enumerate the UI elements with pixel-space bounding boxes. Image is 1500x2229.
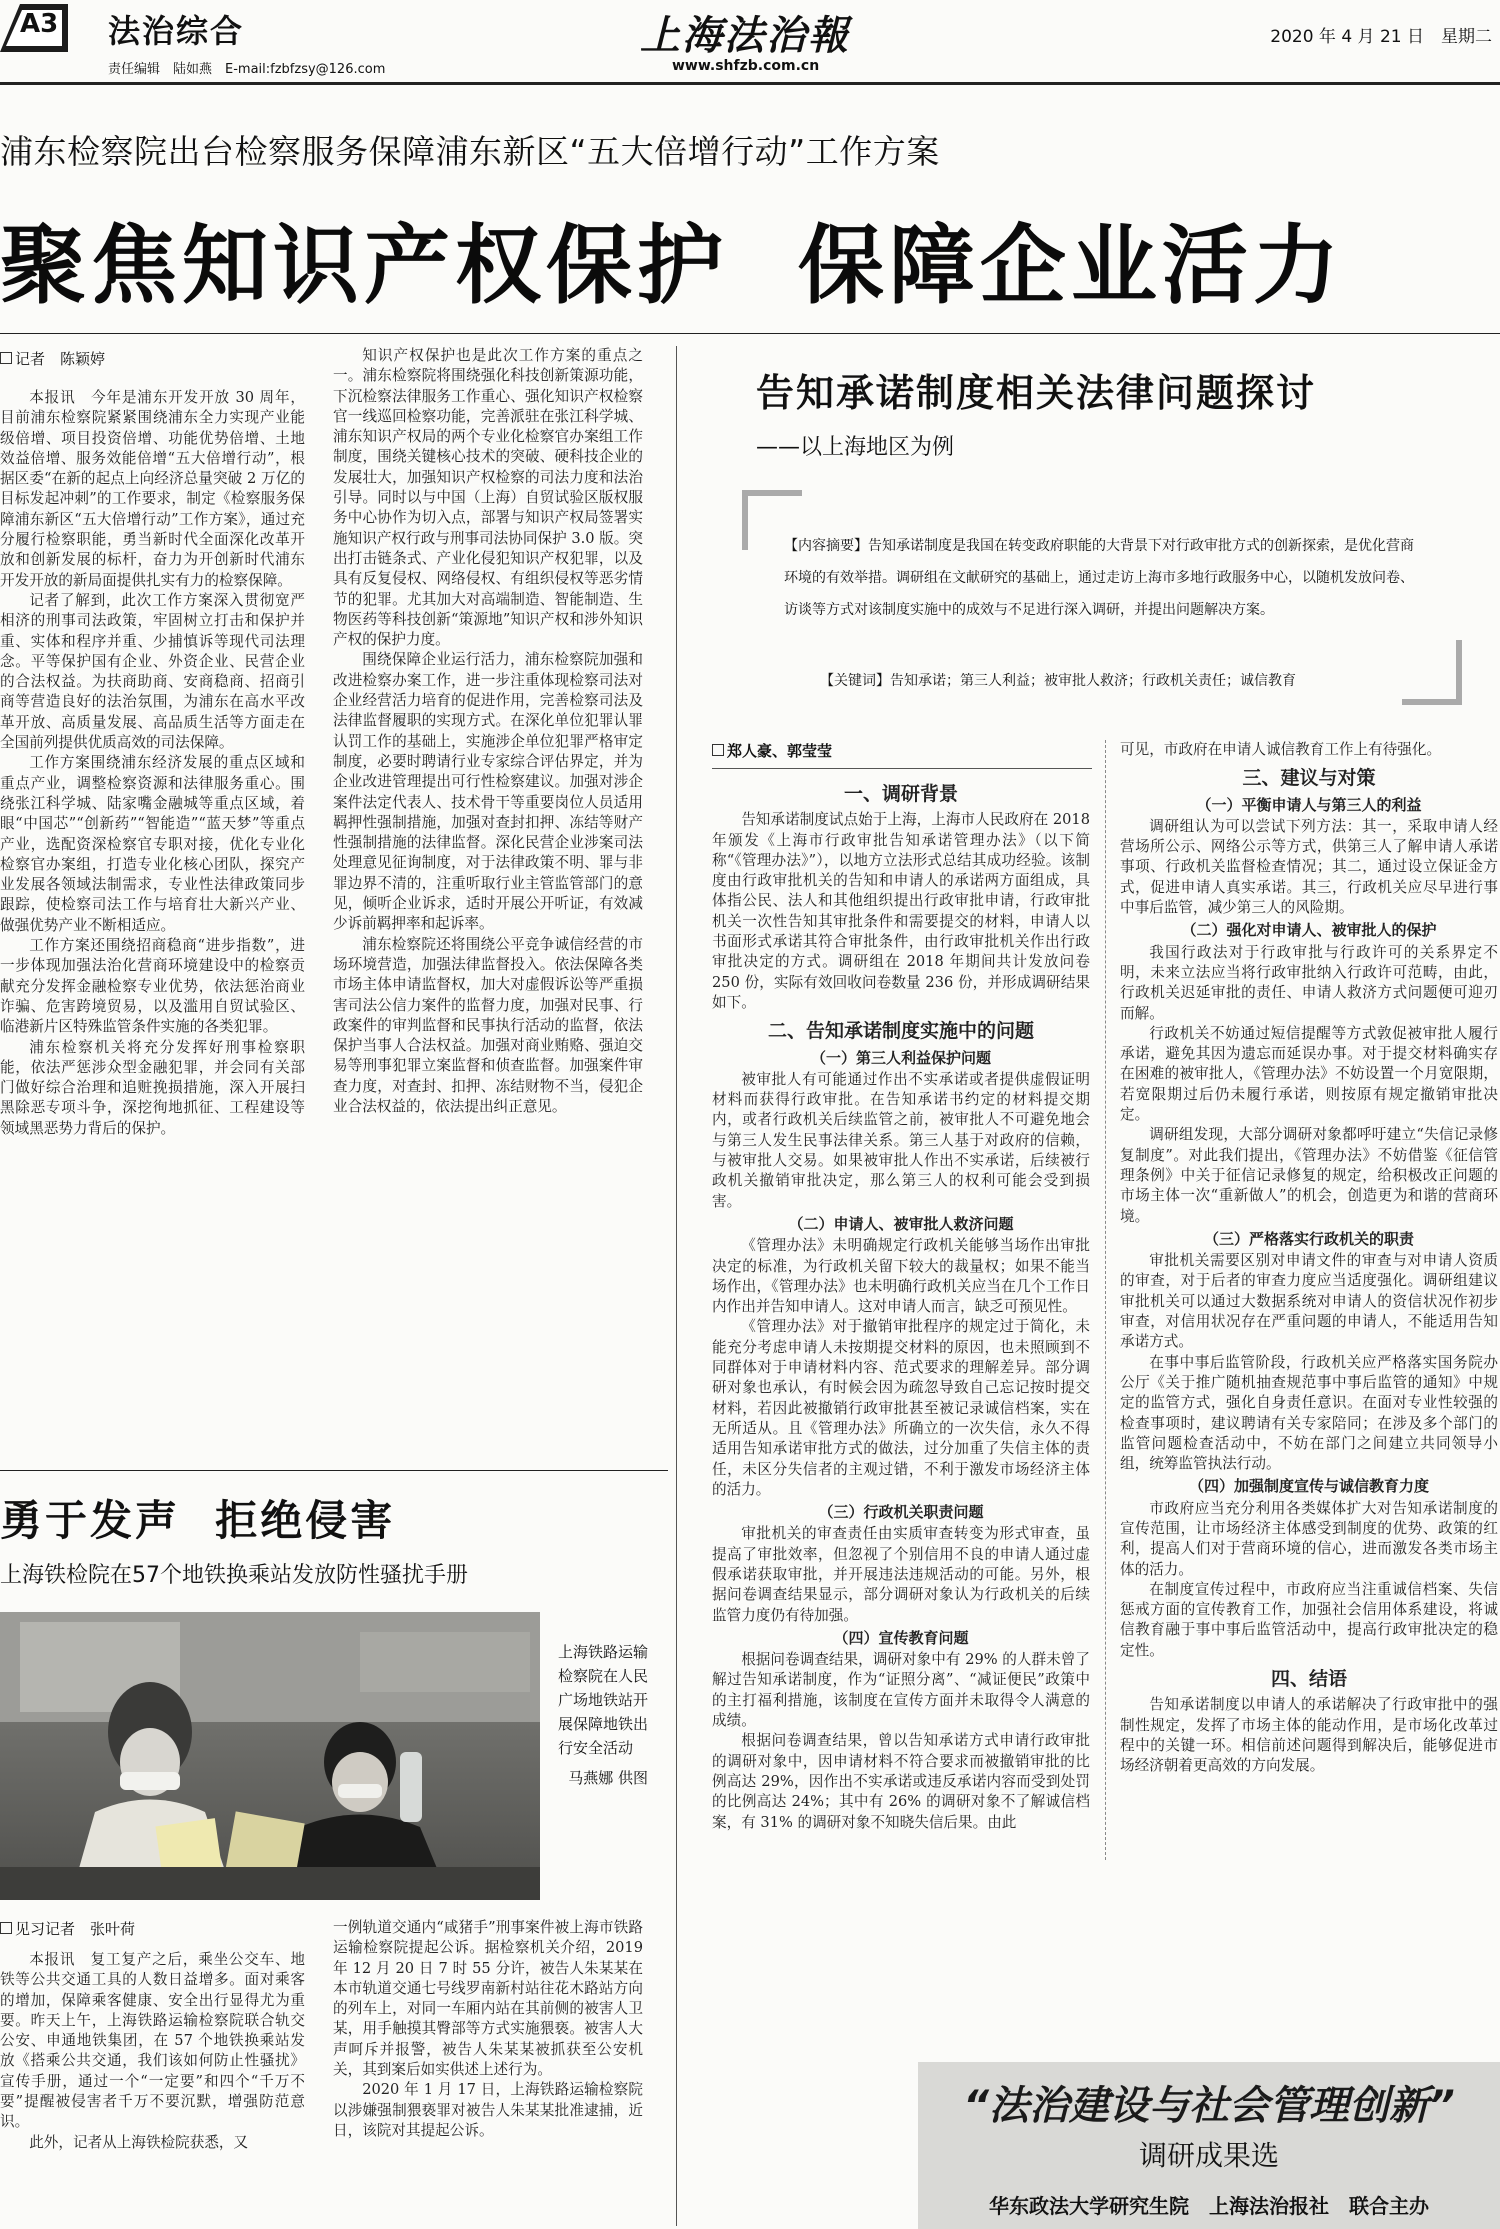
article2-col1 — [0, 1950, 305, 2153]
paragraph: 审批机关的审查责任由实质审查转变为形式审查，虽提高了审批效率，但忽视了个别信用不良的申请人通过虚假承诺获取审批，并开展违法违规活动的可能。另外，根据问卷调查结果显示，部分调研对象认为行政机关的后续监管力度仍有待加强。 — [712, 1525, 1090, 1624]
paragraph: 根据问卷调查结果，曾以告知承诺方式申请行政审批的调研对象中，因申请材料不符合要求而被撤销审批的比例高达 29%，因作出不实承诺或违反承诺内容而受到处罚的比例高达 24%；其中有 26% 的调研对象不了解诚信档案，有 31% 的调研对象不知晓失信后果。由此 — [712, 1732, 1090, 1831]
paragraph: 《管理办法》对于撤销审批程序的规定过于简化，未能充分考虑申请人未按期提交材料的原因，也未照顾到不同群体对于申请材料内容、范式要求的理解差异。部分调研对象也承认，有时候会因为疏忽导致自己忘记按时提交材料，若因此被撤销行政审批甚至被记录诚信档案，实在无所适从。且《管理办法》所确立的一次失信，永久不得适用告知承诺审批方式的做法，过分加重了失信主体的责任，未区分失信者的主观过错，不利于激发市场经济主体的活力。 — [712, 1318, 1090, 1498]
subsection-heading: （一）第三人利益保护问题 — [810, 1048, 991, 1067]
page-number: A3 — [20, 9, 59, 39]
abstract-label: 【内容摘要】 — [784, 538, 868, 554]
paragraph: 本报讯 今年是浦东开发开放 30 周年，目前浦东检察院紧紧围绕浦东全力实现产业能级倍增、项目投资倍增、功能优势倍增、土地效益倍增、服务效能倍增“五大倍增行动”，根据区委“在新的起点上向经济总量突破 2 万亿的目标发起冲刺”的工作要求，制定《检察服务保障浦东新区“五大倍增行动”工作方案》，通过充分履行检察职能，勇当新时代全面深化改革开放和创新发展的标杆，奋力为开创新时代浦东开发开放的新局面提供扎实有力的检察保障。 — [0, 389, 305, 589]
article1-col1 — [0, 388, 305, 1139]
subsection-heading: （一）平衡申请人与第三人的利益 — [1196, 795, 1422, 814]
paragraph: 调研组认为可以尝试下列方法：其一，采取申请人经营场所公示、网络公示等方式，供第三人了解申请人承诺事项、行政机关监督检查情况；其二，通过设立保证金方式，促进申请人真实承诺。其三，行政机关应尽早进行事中事后监管，减少第三人的风险期。 — [1120, 817, 1498, 917]
website: www.shfzb.com.cn — [672, 58, 820, 74]
keywords-text: 告知承诺；第三人利益；被审批人救济；行政机关责任；诚信教育 — [890, 673, 1296, 689]
keywords-label: 【关键词】 — [820, 673, 890, 689]
article2-byline-text: 见习记者 张叶荷 — [15, 1920, 136, 1938]
paragraph: 浦东检察机关将充分发挥好刑事检察职能，依法严惩涉众型金融犯罪，并会同有关部门做好综合治理和追赃挽损措施，深入开展扫黑除恶专项斗争，深挖徇地抓征、工程建设等领域黑恶势力背后的保护。 — [0, 1038, 305, 1137]
banner-organizers: 华东政法大学研究生院 上海法治报社 联合主办 — [989, 2194, 1429, 2218]
subsection-heading: （二）强化对申请人、被审批人的保护 — [1181, 921, 1437, 940]
article2-subhead: 上海铁检院在57个地铁换乘站发放防性骚扰手册 — [0, 1563, 468, 1588]
paragraph: 本报讯 复工复产之后，乘坐公交车、地铁等公共交通工具的人数日益增多。面对乘客的增加，保障乘客健康、安全出行显得尤为重要。昨天上午，上海铁路运输检察院联合轨交公安、申通地铁集团，在 57 个地铁换乘站发放《搭乘公共交通，我们该如何防止性骚扰》宣传手册，通过一个“一定要”和四个“千万不要”提醒被侵害者千万不要沉默，增强防范意识。 — [0, 1951, 305, 2131]
subsection-heading: （三）严格落实行政机关的职责 — [1203, 1229, 1414, 1248]
masthead: 上海法治報 — [640, 12, 850, 59]
abstract-text — [784, 530, 1424, 626]
paragraph: 工作方案还围绕招商稳商“进步指数”，进一步体现加强法治化营商环境建设中的检察贡献充分发挥金融检察专业优势，依法惩治商业诈骗、危害跨境贸易，以及滥用自贸试验区、临港新片区特殊监管条件实施的各类犯罪。 — [0, 937, 305, 1036]
keywords-line — [820, 670, 1440, 690]
section-heading: 四、结语 — [1270, 1668, 1347, 1691]
article3-headline: 告知承诺制度相关法律问题探讨 — [756, 371, 1317, 415]
banner-subtitle: 调研成果选 — [1138, 2139, 1279, 2172]
banner-title: “法治建设与社会管理创新” — [963, 2083, 1455, 2129]
page-number-badge — [0, 0, 70, 52]
paragraph: 在事中事后监管阶段，行政机关应严格落实国务院办公厅《关于推广随机抽查规范事中事后监管的通知》中规定的监管方式，强化自身责任意识。在面对专业性较强的检查事项时，建议聘请有关专家陪同；在涉及多个部门的监管问题检查活动中，不妨在部门之间建立共同领导小组，统筹监管执法行动。 — [1120, 1353, 1498, 1473]
article1-kicker: 浦东检察院出台检察服务保障浦东新区“五大倍增行动”工作方案 — [0, 132, 940, 171]
editor-line: 责任编辑 陆如燕 E-mail:fzbfzsy@126.com — [108, 62, 386, 77]
paragraph: 市政府应当充分利用各类媒体扩大对告知承诺制度的宣传范围，让市场经济主体感受到制度的优势、政策的红利，提高人们对于营商环境的信心，进而激发各类市场主体的活力。 — [1120, 1499, 1498, 1578]
paragraph: 审批机关需要区别对申请文件的审查与对申请人资质的审查，对于后者的审查力度应当适度强化。调研组建议审批机关可以通过大数据系统对申请人的资信状况作初步审查，对信用状况存在严重问题的申请人，不能适用告知承诺方式。 — [1120, 1252, 1498, 1351]
column-divider — [1105, 740, 1106, 1860]
article1-col2 — [333, 346, 643, 1117]
article-separator — [0, 1470, 668, 1471]
paragraph: 围绕保障企业运行活力，浦东检察院加强和改进检察办案工作，进一步注重体现检察司法对企业经营活力培育的促进作用，完善检察司法及法律监督履职的实现方式。在深化单位犯罪认罪认罚工作的基础上，实施涉企单位犯罪严格审定制度，必要时聘请行业专家综合评估界定，并为企业改进管理提出可行性检察建议。加强对涉企案件法定代表人、技术骨干等重要岗位人员适用羁押性强制措施，加强对查封扣押、冻结等财产性强制措施的法律监督。深化民营企业涉案司法处理意见征询制度，对于法律政策不明、罪与非罪边界不清的，注重听取行业主管监管部门的意见，倾听企业诉求，适时开展公开听证，有效减少诉前羁押率和起诉率。 — [333, 651, 643, 933]
paragraph: 《管理办法》未明确规定行政机关能够当场作出审批决定的标准，为行政机关留下较大的裁量权；如果不能当场作出，《管理办法》也未明确行政机关应当在几个工作日内作出并告知申请人。这对申请人而言，缺乏可预见性。 — [712, 1237, 1090, 1316]
subsection-heading: （二）申请人、被审批人救济问题 — [788, 1214, 1014, 1233]
issue-date: 2020 年 4 月 21 日 星期二 — [1270, 27, 1492, 47]
photo-caption — [558, 1640, 648, 1790]
section-heading: 一、调研背景 — [843, 783, 958, 805]
paragraph: 告知承诺制度试点始于上海，上海市人民政府在 2018 年颁发《上海市行政审批告知承诺管理办法》（以下简称“《管理办法》”），以地方立法形式总结其成功经验。该制度由行政审批机关的告知和申请人的承诺两方面组成，具体指公民、法人和其他组织提出行政审批申请，行政审批机关一次性告知其审批条件和需要提交的材料，申请人以书面形式承诺其符合审批条件，由行政审批机关作出行政审批决定的方式。调研组在 2018 年期间共计发放问卷 250 份，实际有效回收问卷数量 236 份，并形成调研结果如下。 — [712, 811, 1090, 1011]
paragraph: 知识产权保护也是此次工作方案的重点之一。浦东检察院将围绕强化科技创新策源功能，下沉检察法律服务工作重心、强化知识产权检察官一线巡回检察功能，完善派驻在张江科学城、浦东知识产权局的两个专业化检察官办案组工作制度，围绕关键核心技术的突破、硬科技企业的发展壮大，加强知识产权检察的司法力度和法治引导。同时以与中国（上海）自贸试验区版权服务中心协作为切入点，部署与知识产权局签署实施知识产权行政与刑事司法协同保护 3.0 版。突出打击链条式、产业化侵犯知识产权犯罪，以及具有反复侵权、网络侵权、有组织侵权等恶劣情节的犯罪。尤其加大对高端制造、智能制造、生物医药等科技创新“策源地”知识产权和涉外知识产权的保护力度。 — [333, 347, 643, 649]
paragraph: 工作方案围绕浦东经济发展的重点区域和重点产业，调整检察资源和法律服务重心。围绕张江科学城、陆家嘴金融城等重点区域，着眼“中国芯”“创新药”“智能造”“蓝天梦”等重点产业，选配资深检察官专职对接，优化专业化检察官办案组，打造专业化核心团队，探究产业发展各领域法制需求，专业性法律政策同步跟踪，使检察司法工作与培育壮大新兴产业、做强优势产业不断相适应。 — [0, 754, 305, 934]
article3-col2 — [1120, 740, 1498, 1777]
article3-rule — [712, 768, 1092, 769]
photo-credit: 马燕娜 供图 — [568, 1769, 648, 1787]
subsection-heading: （四）宣传教育问题 — [833, 1628, 969, 1647]
paragraph: 此外，记者从上海铁检院获悉，又 — [29, 2133, 249, 2151]
series-banner — [918, 2062, 1500, 2229]
byline-box-icon — [0, 352, 12, 364]
abstract-body: 告知承诺制度是我国在转变政府职能的大背景下对行政审批方式的创新探索，是优化营商环境的有效举措。调研组在文献研究的基础上，通过走访上海市多地行政服务中心，以随机发放问卷、访谈等方式对该制度实施中的成效与不足进行深入调研，并提出问题解决方案。 — [784, 538, 1414, 618]
article2-headline: 勇于发声 拒绝侵害 — [0, 1496, 396, 1545]
section-heading: 二、告知承诺制度实施中的问题 — [767, 1020, 1034, 1043]
paragraph: 告知承诺制度以申请人的承诺解决了行政审批中的强制性规定，发挥了市场主体的能动作用，是市场化改革过程中的关键一环。相信前述问题得到解决后，能够促进市场经济朝着更高效的方向发展。 — [1120, 1696, 1498, 1775]
news-photo — [0, 1612, 540, 1900]
abstract-box — [742, 490, 1462, 705]
header-rule — [0, 82, 1500, 85]
article3-subtitle: ——以上海地区为例 — [756, 435, 955, 460]
section-heading: 三、建议与对策 — [1242, 767, 1376, 790]
paragraph: 根据问卷调查结果，调研对象中有 29% 的人群未曾了解过告知承诺制度，作为“证照分离”、“减证便民”政策中的主打福利措施，该制度在宣传方面并未取得令人满意的成绩。 — [712, 1651, 1090, 1730]
subsection-heading: （四）加强制度宣传与诚信教育力度 — [1188, 1477, 1429, 1496]
paragraph: 可见，市政府在申请人诚信教育工作上有待强化。 — [1120, 741, 1442, 758]
article1-headline: 聚焦知识产权保护 保障企业活力 — [0, 216, 1344, 316]
article1-byline-text: 记者 陈颖婷 — [15, 350, 106, 368]
paragraph: 在制度宣传过程中，市政府应当注重诚信档案、失信惩戒方面的宣传教育工作，加强社会信用体系建设，将诚信教育融于事中事后监管活动中，提高行政审批决定的稳定性。 — [1120, 1580, 1498, 1659]
paragraph: 行政机关不妨通过短信提醒等方式敦促被审批人履行承诺，避免其因为遗忘而延误办事。对于提交材料确实存在困难的被审批人，《管理办法》不妨设置一个月宽限期，若宽限期过后仍未履行承诺，则按原有规定撤销审批决定。 — [1120, 1024, 1498, 1124]
article3-col1 — [712, 776, 1090, 1833]
paragraph: 我国行政法对于行政审批与行政许可的关系界定不明，未来立法应当将行政审批纳入行政许可范畴，由此，行政机关迟延审批的责任、申请人救济方式问题便可迎刃而解。 — [1120, 943, 1498, 1022]
paragraph: 一例轨道交通内“咸猪手”刑事案件被上海市铁路运输检察院提起公诉。据检察机关介绍，2019 年 12 月 20 日 7 时 55 分许，被告人朱某某在本市轨道交通七号线罗南新村站往花木路站方向的列车上，对同一车厢内站在其前侧的被害人卫某，用手触摸其臀部等方式实施猥亵。被害人大声呵斥并报警，被告人朱某某被抓获至公安机关，其到案后如实供述上述行为。 — [333, 1919, 643, 2079]
article3-byline — [712, 740, 832, 761]
article3-byline-text: 郑人豪、郭莹莹 — [727, 742, 833, 760]
byline-box-icon — [0, 1922, 12, 1934]
headline-rule — [0, 333, 1500, 334]
column-separator — [676, 346, 677, 2226]
subsection-heading: （三）行政机关职责问题 — [818, 1503, 984, 1522]
byline-box-icon — [712, 744, 724, 756]
article2-col2 — [333, 1918, 643, 2141]
paragraph: 被审批人有可能通过作出不实承诺或者提供虚假证明材料而获得行政审批。在告知承诺书约定的材料提交期内，或者行政机关后续监管之前，被审批人不可避免地会与第三人发生民事法律关系。第三人基于对政府的信赖，与被审批人交易。如果被审批人作出不实承诺，后续被行政机关撤销审批决定，那么第三人的权利可能会受到损害。 — [712, 1070, 1090, 1210]
paragraph: 浦东检察院还将围绕公平竞争诚信经营的市场环境营造，加强法律监督投入。依法保障各类市场主体申请监督权，加大对虚假诉讼等严重损害司法公信力案件的监督力度，加强对民事、行政案件的审判监督和民事执行活动的监督，依法保护当事人合法权益。加强对商业贿赂、强迫交易等刑事犯罪立案监督和侦查监督。加强案件审查力度，对查封、扣押、冻结财物不当，侵犯企业合法权益的，依法提出纠正意见。 — [333, 935, 643, 1115]
photo-illustration — [0, 1612, 540, 1900]
paragraph: 2020 年 1 月 17 日，上海铁路运输检察院以涉嫌强制猥亵罪对被告人朱某某批准逮捕，近日，该院对其提起公诉。 — [333, 2081, 643, 2139]
article1-byline — [0, 348, 105, 369]
paragraph: 记者了解到，此次工作方案深入贯彻宽严相济的刑事司法政策，牢固树立打击和保护并重、实体和程序并重、少捕慎诉等现代司法理念。平等保护国有企业、外资企业、民营企业的合法权益。为扶商助商、安商稳商、招商引商等营造良好的法治氛围，为浦东在高水平改革开放、高质量发展、高品质生活等方面走在全国前列提供优质高效的司法保障。 — [0, 591, 305, 752]
article2-byline — [0, 1918, 135, 1939]
paragraph: 调研组发现，大部分调研对象都呼吁建立“失信记录修复制度”。对此我们提出，《管理办法》不妨借鉴《征信管理条例》中关于征信记录修复的规定，给积极改正问题的市场主体一次“重新做人”的机会，创造更为和谐的营商环境。 — [1120, 1126, 1498, 1225]
section-title: 法治综合 — [108, 12, 245, 50]
photo-caption-text: 上海铁路运输检察院在人民广场地铁站开展保障地铁出行安全活动 — [558, 1643, 649, 1757]
